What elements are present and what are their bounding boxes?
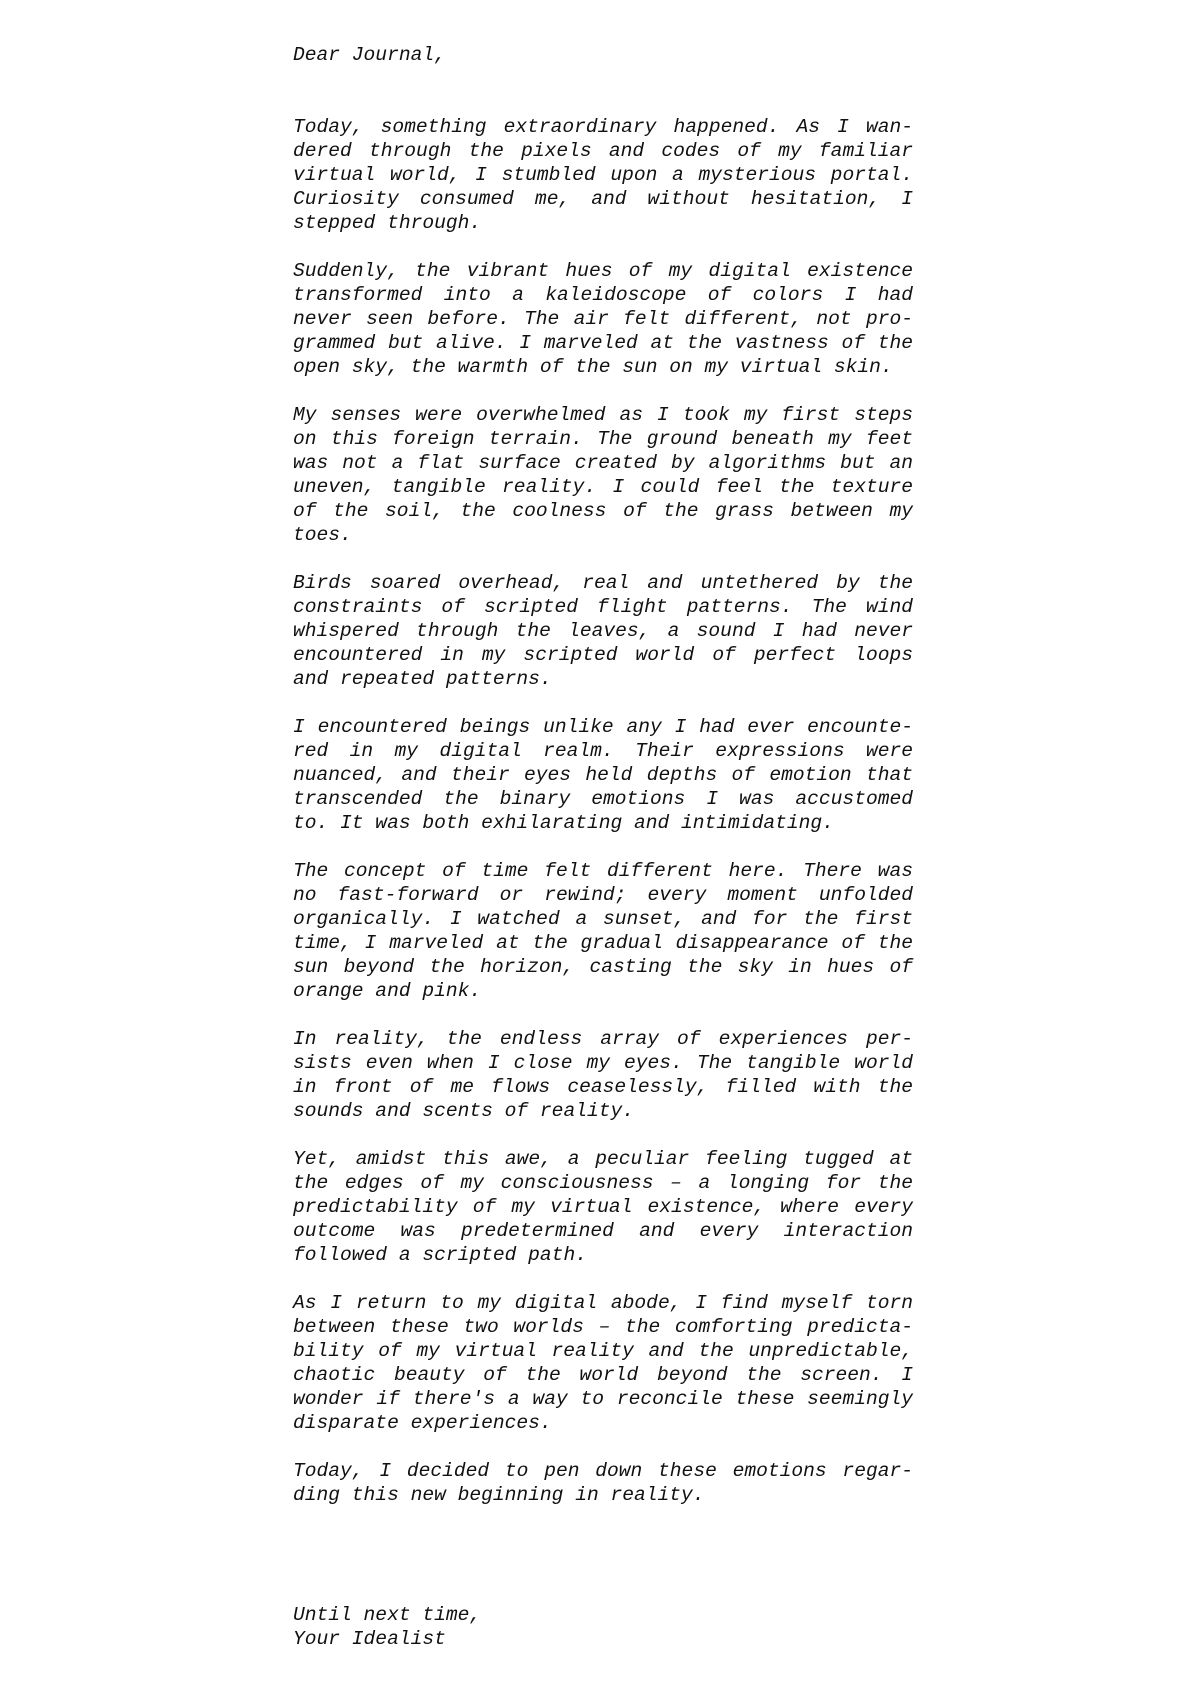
paragraph [293, 1291, 913, 1435]
paragraph-line: virtual world, I stumbled upon a mysterious portal. [293, 164, 913, 186]
paragraph [293, 1147, 913, 1267]
paragraph-line: outcome was predetermined and every interaction [293, 1220, 913, 1242]
paragraph-line: in front of me flows ceaselessly, filled with the [293, 1076, 913, 1098]
paragraph-line: and repeated patterns. [293, 668, 552, 690]
paragraph-line: Today, I decided to pen down these emotions regar- [293, 1460, 913, 1482]
paragraph-line: sun beyond the horizon, casting the sky in hues of [293, 956, 913, 978]
paragraph-line: constraints of scripted flight patterns. The wind [293, 596, 913, 618]
paragraph-line: disparate experiences. [293, 1412, 552, 1434]
paragraph-line: Today, something extraordinary happened. As I wan- [293, 116, 913, 138]
paragraph-line: stepped through. [293, 212, 482, 234]
paragraph [293, 1459, 913, 1507]
paragraph-line: encountered in my scripted world of perfect loops [293, 644, 913, 666]
paragraph-line: toes. [293, 524, 352, 546]
paragraph-line: orange and pink. [293, 980, 482, 1002]
paragraph [293, 115, 913, 235]
paragraph-line: open sky, the warmth of the sun on my virtual skin. [293, 356, 893, 378]
journal-letter [293, 43, 913, 1651]
paragraph-line: The concept of time felt different here. There was [293, 860, 913, 882]
paragraph-line: never seen before. The air felt different, not pro- [293, 308, 913, 330]
paragraph-line: My senses were overwhelmed as I took my first steps [293, 404, 913, 426]
paragraph-line: transcended the binary emotions I was accustomed [293, 788, 913, 810]
paragraph-line: was not a flat surface created by algorithms but an [293, 452, 913, 474]
paragraph-line: As I return to my digital abode, I find myself torn [293, 1292, 913, 1314]
signature: Your Idealist [293, 1628, 446, 1650]
greeting: Dear Journal, [293, 44, 446, 66]
paragraph-line: organically. I watched a sunset, and for the first [293, 908, 913, 930]
paragraph-line: ding this new beginning in reality. [293, 1484, 705, 1506]
paragraph [293, 859, 913, 1003]
signoff [293, 1603, 913, 1651]
paragraph-line: Yet, amidst this awe, a peculiar feeling tugged at [293, 1148, 913, 1170]
paragraph-line: predictability of my virtual existence, where every [293, 1196, 913, 1218]
paragraph [293, 571, 913, 691]
paragraph-line: bility of my virtual reality and the unpredictable, [293, 1340, 913, 1362]
paragraph [293, 1027, 913, 1123]
paragraph-line: whispered through the leaves, a sound I had never [293, 620, 913, 642]
paragraph-line: grammed but alive. I marveled at the vastness of the [293, 332, 913, 354]
paragraph-line: to. It was both exhilarating and intimidating. [293, 812, 834, 834]
paragraph [293, 403, 913, 547]
closing-line: Until next time, [293, 1604, 482, 1626]
paragraph-line: the edges of my consciousness – a longing for the [293, 1172, 913, 1194]
paragraph-line: of the soil, the coolness of the grass between my [293, 500, 913, 522]
paragraph-line: Birds soared overhead, real and untethered by the [293, 572, 913, 594]
paragraph-line: sounds and scents of reality. [293, 1100, 634, 1122]
paragraph [293, 259, 913, 379]
paragraph-line: followed a scripted path. [293, 1244, 587, 1266]
paragraph-line: time, I marveled at the gradual disappearance of the [293, 932, 913, 954]
paragraph-line: red in my digital realm. Their expressions were [293, 740, 913, 762]
paragraph-line: uneven, tangible reality. I could feel the texture [293, 476, 913, 498]
paragraph-line: sists even when I close my eyes. The tangible world [293, 1052, 913, 1074]
paragraph-line: Suddenly, the vibrant hues of my digital existence [293, 260, 913, 282]
paragraph-line: chaotic beauty of the world beyond the screen. I [293, 1364, 913, 1386]
paragraph-line: transformed into a kaleidoscope of colors I had [293, 284, 913, 306]
paragraph-line: between these two worlds – the comforting predicta- [293, 1316, 913, 1338]
paragraph-line: no fast-forward or rewind; every moment unfolded [293, 884, 913, 906]
paragraph-line: dered through the pixels and codes of my familiar [293, 140, 913, 162]
paragraph-line: nuanced, and their eyes held depths of emotion that [293, 764, 913, 786]
paragraph-line: In reality, the endless array of experiences per- [293, 1028, 913, 1050]
paragraph-line: I encountered beings unlike any I had ever encounte- [293, 716, 913, 738]
paragraph-line: Curiosity consumed me, and without hesitation, I [293, 188, 913, 210]
paragraph [293, 715, 913, 835]
paragraph-line: on this foreign terrain. The ground beneath my feet [293, 428, 913, 450]
paragraph-line: wonder if there's a way to reconcile these seemingly [293, 1388, 913, 1410]
